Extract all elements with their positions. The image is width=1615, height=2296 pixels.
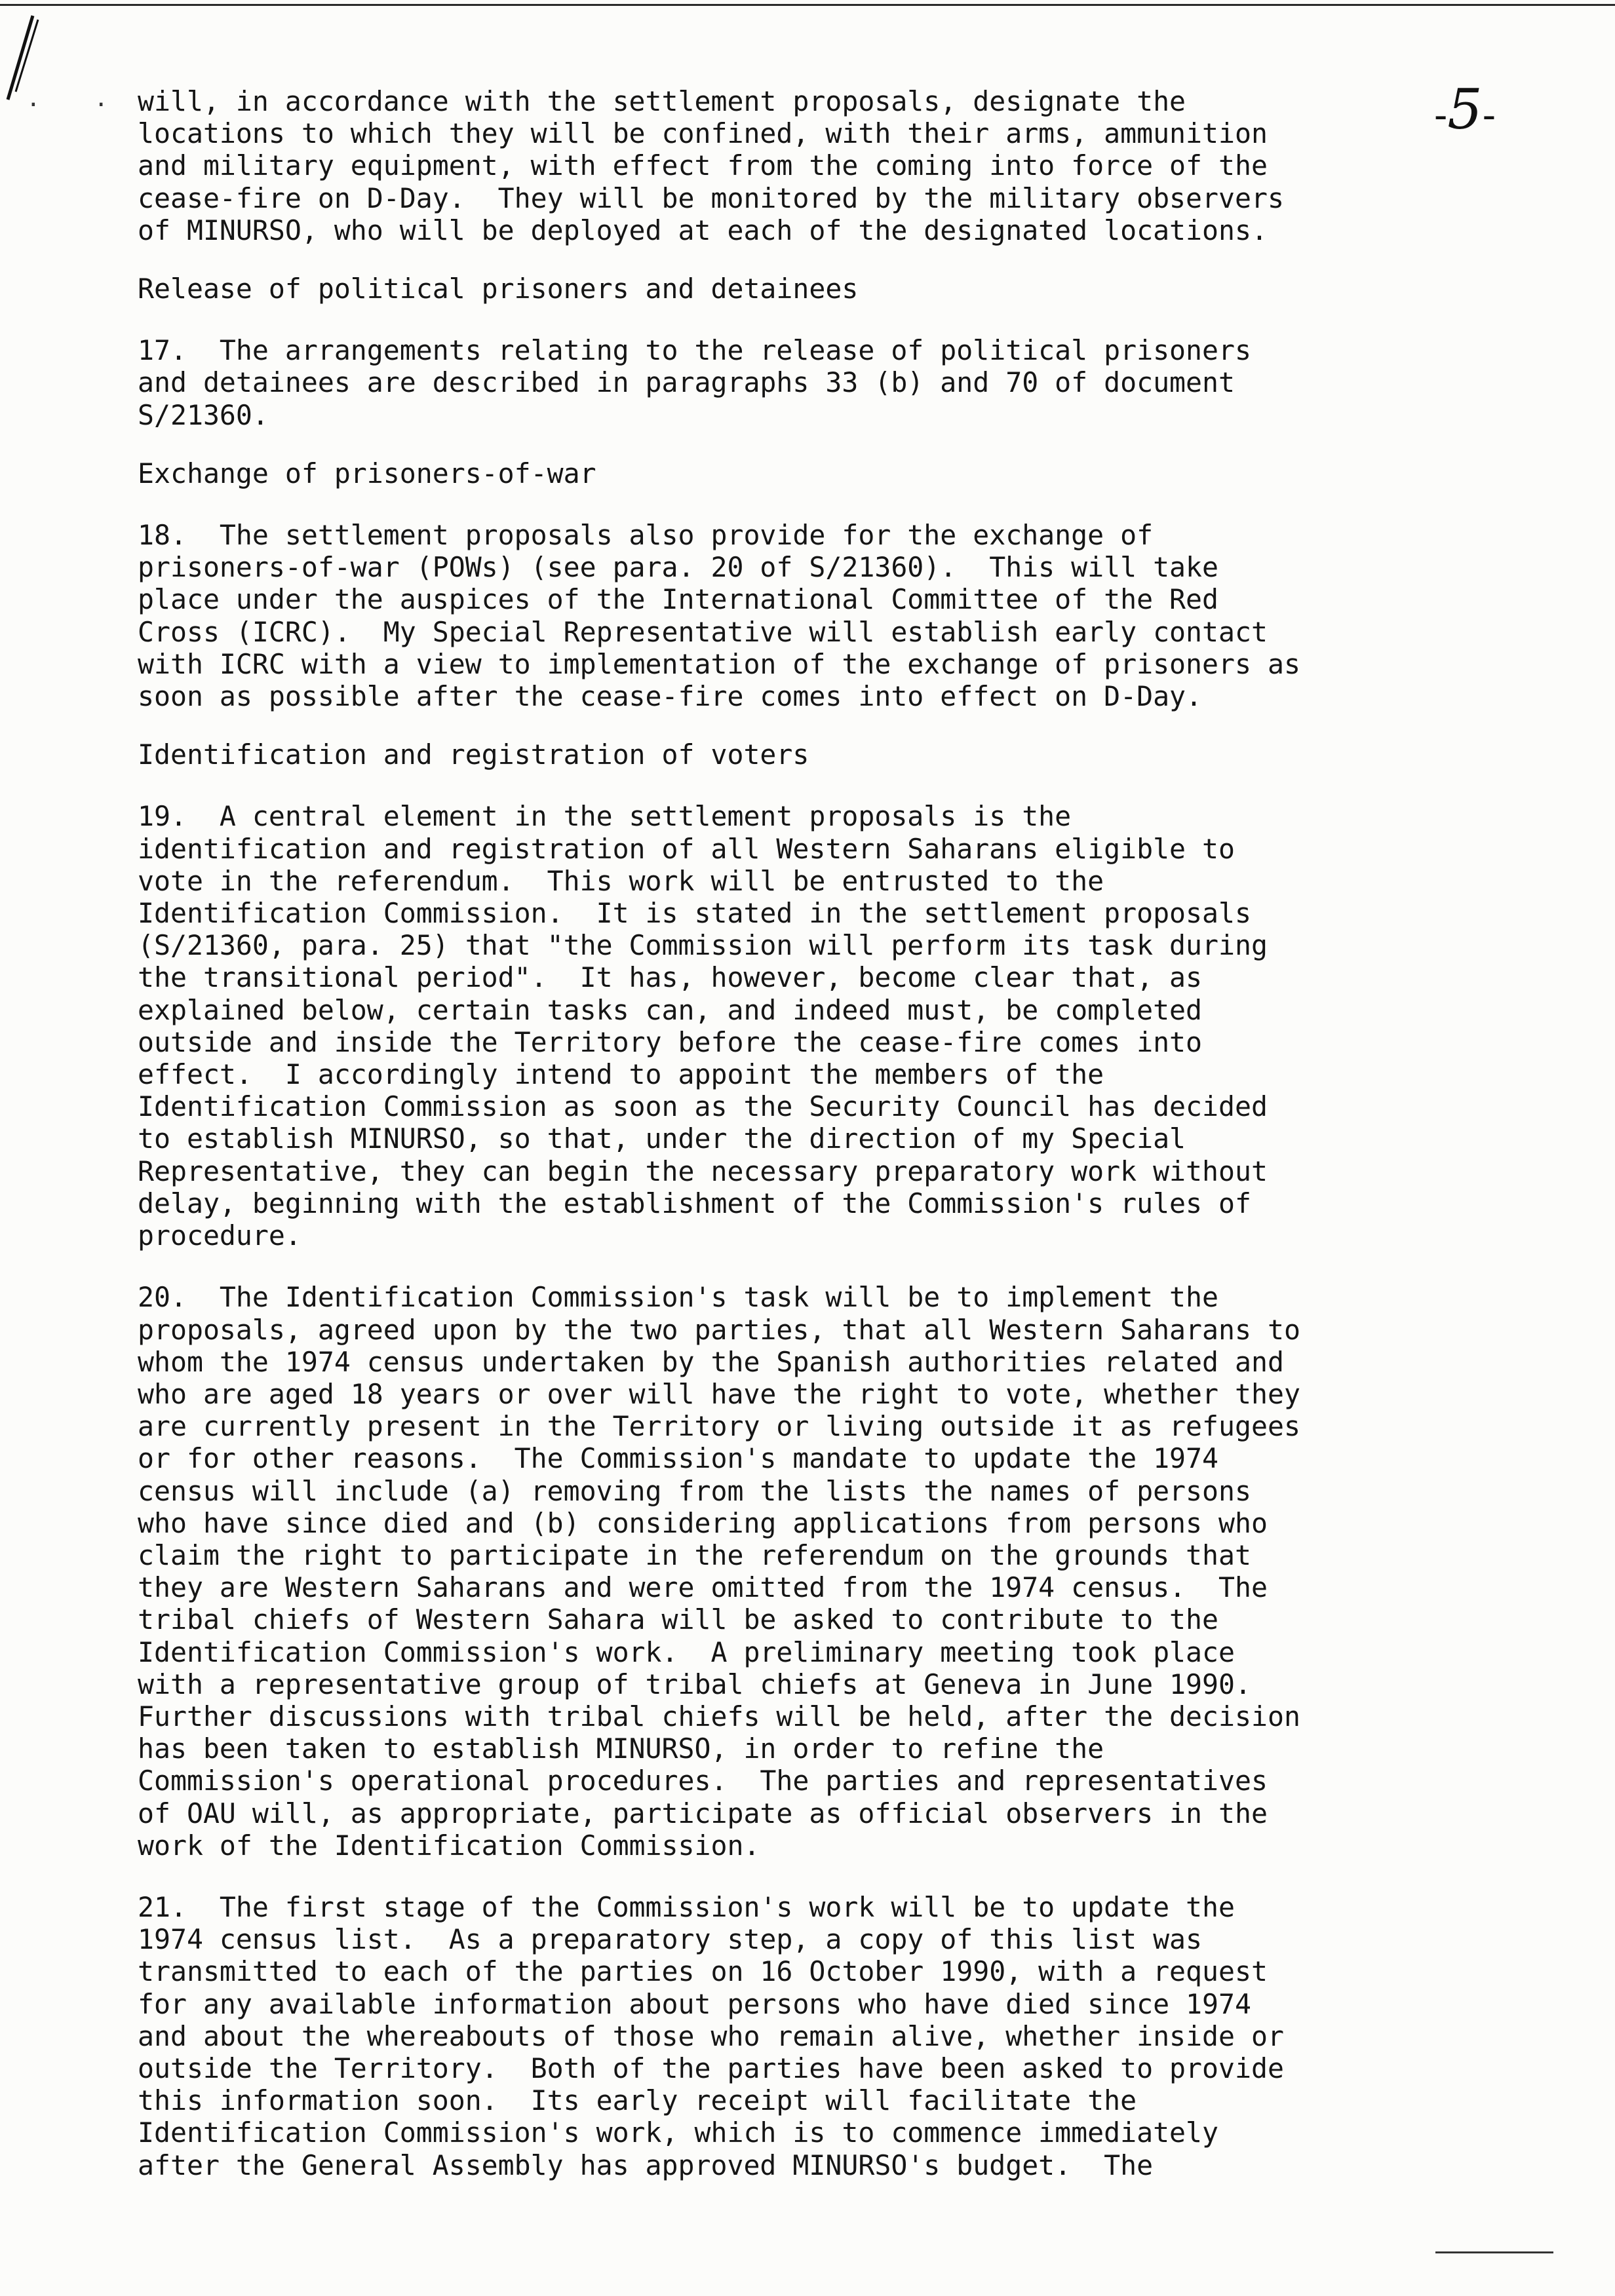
paragraph-18: 18. The settlement proposals also provide for the exchange of prisoners-of-war (POWs) (see para. 20 of S/21360). This will take place under the auspices of the International Committee of the Red Cross (ICRC). My Special Representative will establish early contact with ICRC with a view to implementation of the exchange of prisoners as soon as possible after the cease-fire comes into effect on D-Day. [138,519,1300,713]
section-heading-release: Release of political prisoners and detainees [138,273,859,305]
paragraph-17: 17. The arrangements relating to the release of political prisoners and detainees are described in paragraphs 33 (b) and 70 of document S/21360. [138,334,1251,431]
page-number-value: 5 [1447,77,1483,142]
margin-specks: · · [26,92,128,119]
top-scan-line [0,4,1615,6]
section-heading-identification: Identification and registration of voters [138,738,809,771]
bottom-rule [1435,2251,1553,2253]
paragraph-19: 19. A central element in the settlement proposals is the identification and registration of all Western Saharans eligible to vote in the referendum. This work will be entrusted to the Identification Commission. It is stated in the settlement proposals (S/21360, para. 25) that "the Commission will perform its task during the transitional period". It has, however, become clear that, as explained below, certain tasks can, and indeed must, be completed outside and inside the Territory before the cease-fire comes into effect. I accordingly intend to appoint the members of the Identification Commission as soon as the Security Council has decided to establish MINURSO, so that, under the direction of my Special Representative, they can begin the necessary preparatory work without delay, beginning with the establishment of the Commission's rules of procedure. [138,800,1268,1252]
section-heading-exchange: Exchange of prisoners-of-war [138,457,596,489]
page-number-dash-left: - [1434,92,1448,138]
document-body [138,85,1553,2181]
page-number-dash-right: - [1482,92,1496,138]
paragraph-20: 20. The Identification Commission's task will be to implement the proposals, agreed upon by the two parties, that all Western Saharans to whom the 1974 census undertaken by the Spanish authorities related and who are aged 18 years or over will have the right to vote, whether they are currently present in the Territory or living outside it as refugees or for other reasons. The Commission's mandate to update the 1974 census will include (a) removing from the lists the names of persons who have since died and (b) considering applications from persons who claim the right to participate in the referendum on the grounds that they are Western Saharans and were omitted from the 1974 census. The tribal chiefs of Western Sahara will be asked to contribute to the Identification Commission's work. A preliminary meeting took place with a representative group of tribal chiefs at Geneva in June 1990. Further discussions with tribal chiefs will be held, after the decision has been taken to establish MINURSO, in order to refine the Commission's operational procedures. The parties and representatives of OAU will, as appropriate, participate as official observers in the work of the Identification Commission. [138,1281,1300,1862]
corner-pen-mark [4,13,43,105]
continuation-paragraph: will, in accordance with the settlement proposals, designate the locations to which they will be confined, with their arms, ammunition and military equipment, with effect from the coming into force of the cease-fire on D-Day. They will be monitored by the military observers of MINURSO, who will be deployed at each of the designated locations. [138,85,1284,246]
paragraph-21: 21. The first stage of the Commission's work will be to update the 1974 census list. As a preparatory step, a copy of this list was transmitted to each of the parties on 16 October 1990, with a request for any available information about persons who have died since 1974 and about the whereabouts of those who remain alive, whether inside or outside the Territory. Both of the parties have been asked to provide this information soon. Its early receipt will facilitate the Identification Commission's work, which is to commence immediately after the General Assembly has approved MINURSO's budget. The [138,1890,1284,2181]
